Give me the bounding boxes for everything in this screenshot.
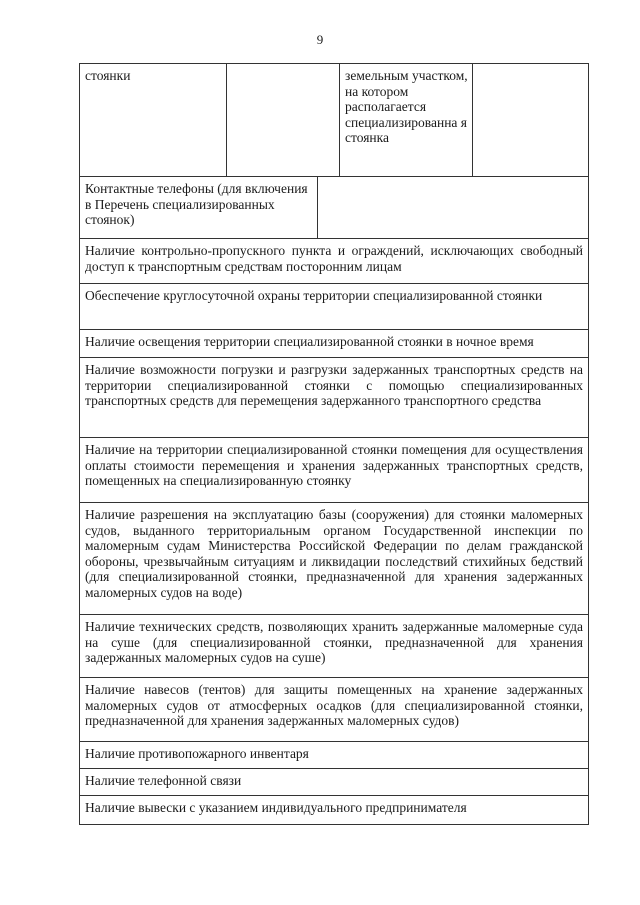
table-row	[80, 678, 588, 742]
table-cell-empty	[473, 64, 588, 176]
page-number: 9	[316, 32, 324, 47]
contacts-label: Контактные телефоны (для включения в Перечень специализированных стоянок)	[80, 177, 318, 238]
requirement-text: Наличие телефонной связи	[85, 773, 242, 788]
requirement-text: Наличие на территории специализированной стоянки помещения для осуществления оплаты стоимости перемещения и хранения задержанных транспортных средств, помещенных на специализированную стоянку	[85, 442, 583, 488]
requirement-text: Наличие контрольно-пропускного пункта и ограждений, исключающих свободный доступ к транспортным средствам посторонним лицам	[85, 243, 583, 274]
table-cell: земельным участком, на котором располагается специализированна я стоянка	[340, 64, 473, 176]
requirement-text: Наличие возможности погрузки и разгрузки задержанных транспортных средств на территории специализированной стоянки с помощью специализированных транспортных средств для перемещения задержанного транспортного средства	[85, 362, 583, 408]
table-row	[80, 796, 588, 825]
requirement-text: Наличие технических средств, позволяющих хранить задержанные маломерные суда на суше (для специализированной стоянки, предназначенной для хранения задержанных маломерных судов на суше)	[85, 619, 583, 665]
table-row	[80, 503, 588, 615]
requirement-text: Наличие разрешения на эксплуатацию базы (сооружения) для стоянки маломерных судов, выданного территориальным органом Государственной инспекции по маломерным судам Министерства Российской Федерации по делам гражданской обороны, чрезвычайным ситуациям и ликвидации последствий стихийных бедствий (для специализированной стоянки, предназначенной для хранения задержанных маломерных судов на воде)	[85, 507, 583, 600]
table-row	[80, 358, 588, 438]
table-row	[80, 742, 588, 769]
table-row	[80, 769, 588, 796]
table-cell-empty	[227, 64, 340, 176]
table-row	[80, 330, 588, 358]
requirement-text: Наличие противопожарного инвентаря	[85, 746, 309, 761]
contacts-value	[318, 177, 588, 238]
requirement-text: Обеспечение круглосуточной охраны территории специализированной стоянки	[85, 288, 543, 303]
table-row-contacts	[80, 177, 588, 239]
requirement-text: Наличие вывески с указанием индивидуального предпринимателя	[85, 800, 467, 815]
table-row	[80, 438, 588, 503]
requirement-text: Наличие освещения территории специализированной стоянки в ночное время	[85, 334, 534, 349]
table-cell: стоянки	[80, 64, 227, 176]
requirement-text: Наличие навесов (тентов) для защиты помещенных на хранение задержанных маломерных судов от атмосферных осадков (для специализированной стоянки, предназначенной для хранения задержанных маломерных судов)	[85, 682, 583, 728]
requirements-table	[79, 63, 589, 825]
table-row	[80, 615, 588, 678]
table-row	[80, 239, 588, 284]
table-row	[80, 284, 588, 330]
table-row-parking-land	[80, 64, 588, 177]
